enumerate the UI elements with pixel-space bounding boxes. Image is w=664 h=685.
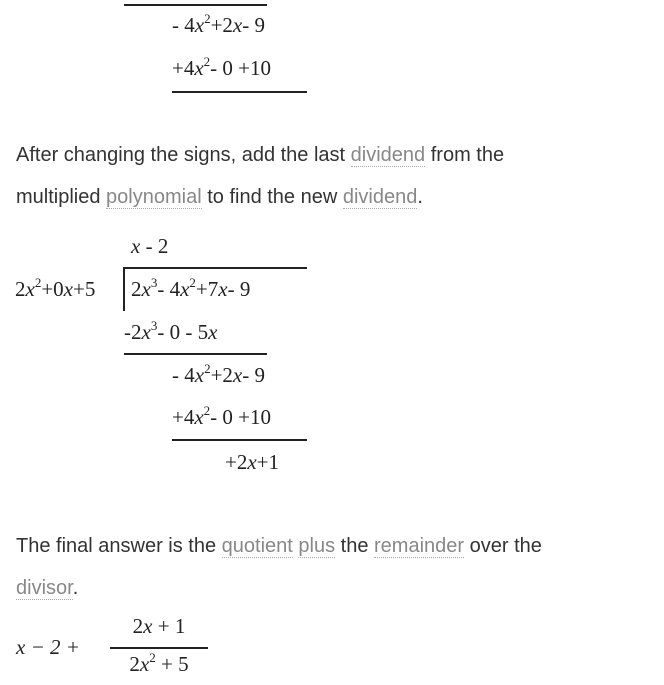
answer-lead: x − 2 + (16, 635, 80, 659)
poly-row-4: $+4x^2-$ 0 +10 (172, 403, 272, 429)
term-remainder[interactable]: remainder (374, 535, 465, 557)
top-rule-1 (124, 4, 267, 6)
final-text-4: . (72, 577, 79, 599)
step-text-4: to find the new (201, 186, 343, 208)
step-text-2: from the (425, 144, 505, 166)
subtraction-row-1: $-2x^3-$ 0 - 5x (124, 318, 218, 344)
answer-numerator: 2x + 1 (132, 614, 186, 638)
term-polynomial[interactable]: polynomial (106, 186, 202, 208)
term-quotient[interactable]: quotient (221, 535, 293, 557)
step-text-1: After changing the signs, add the last (16, 144, 351, 166)
quotient: x - 2 (131, 234, 169, 258)
subtraction-rule-2 (172, 439, 307, 441)
step-explanation (16, 134, 504, 218)
term-divisor[interactable]: divisor (16, 577, 73, 599)
final-text-2: the (335, 535, 375, 557)
answer-denominator: $2x^2 + 5$ (129, 650, 189, 676)
remainder: +2x+1 (225, 450, 280, 474)
divisor: $2x^2+0x+5$ (15, 275, 96, 301)
fraction-bar (110, 647, 208, 649)
term-plus[interactable]: plus (298, 535, 336, 557)
top-rule-2 (172, 91, 307, 93)
poly-row-1: - $4x^2+2x-$ 9 (172, 11, 265, 37)
final-text-1: The final answer is the (16, 535, 222, 557)
dividend: $2x^3-$ $4x^2+7x-$ 9 (131, 275, 251, 301)
poly-row-2: $+4x^2-$ 0 +10 (172, 54, 272, 80)
term-dividend[interactable]: dividend (350, 144, 426, 166)
term-dividend-2[interactable]: dividend (342, 186, 418, 208)
final-text-3: over the (464, 535, 542, 557)
step-text-5: . (417, 186, 423, 208)
final-explanation (16, 525, 542, 609)
division-bar (124, 267, 307, 269)
division-bracket (123, 267, 125, 311)
step-text-3: multiplied (16, 186, 107, 208)
poly-row-3: - $4x^2+2x-$ 9 (172, 361, 265, 387)
subtraction-rule-1 (124, 353, 267, 355)
